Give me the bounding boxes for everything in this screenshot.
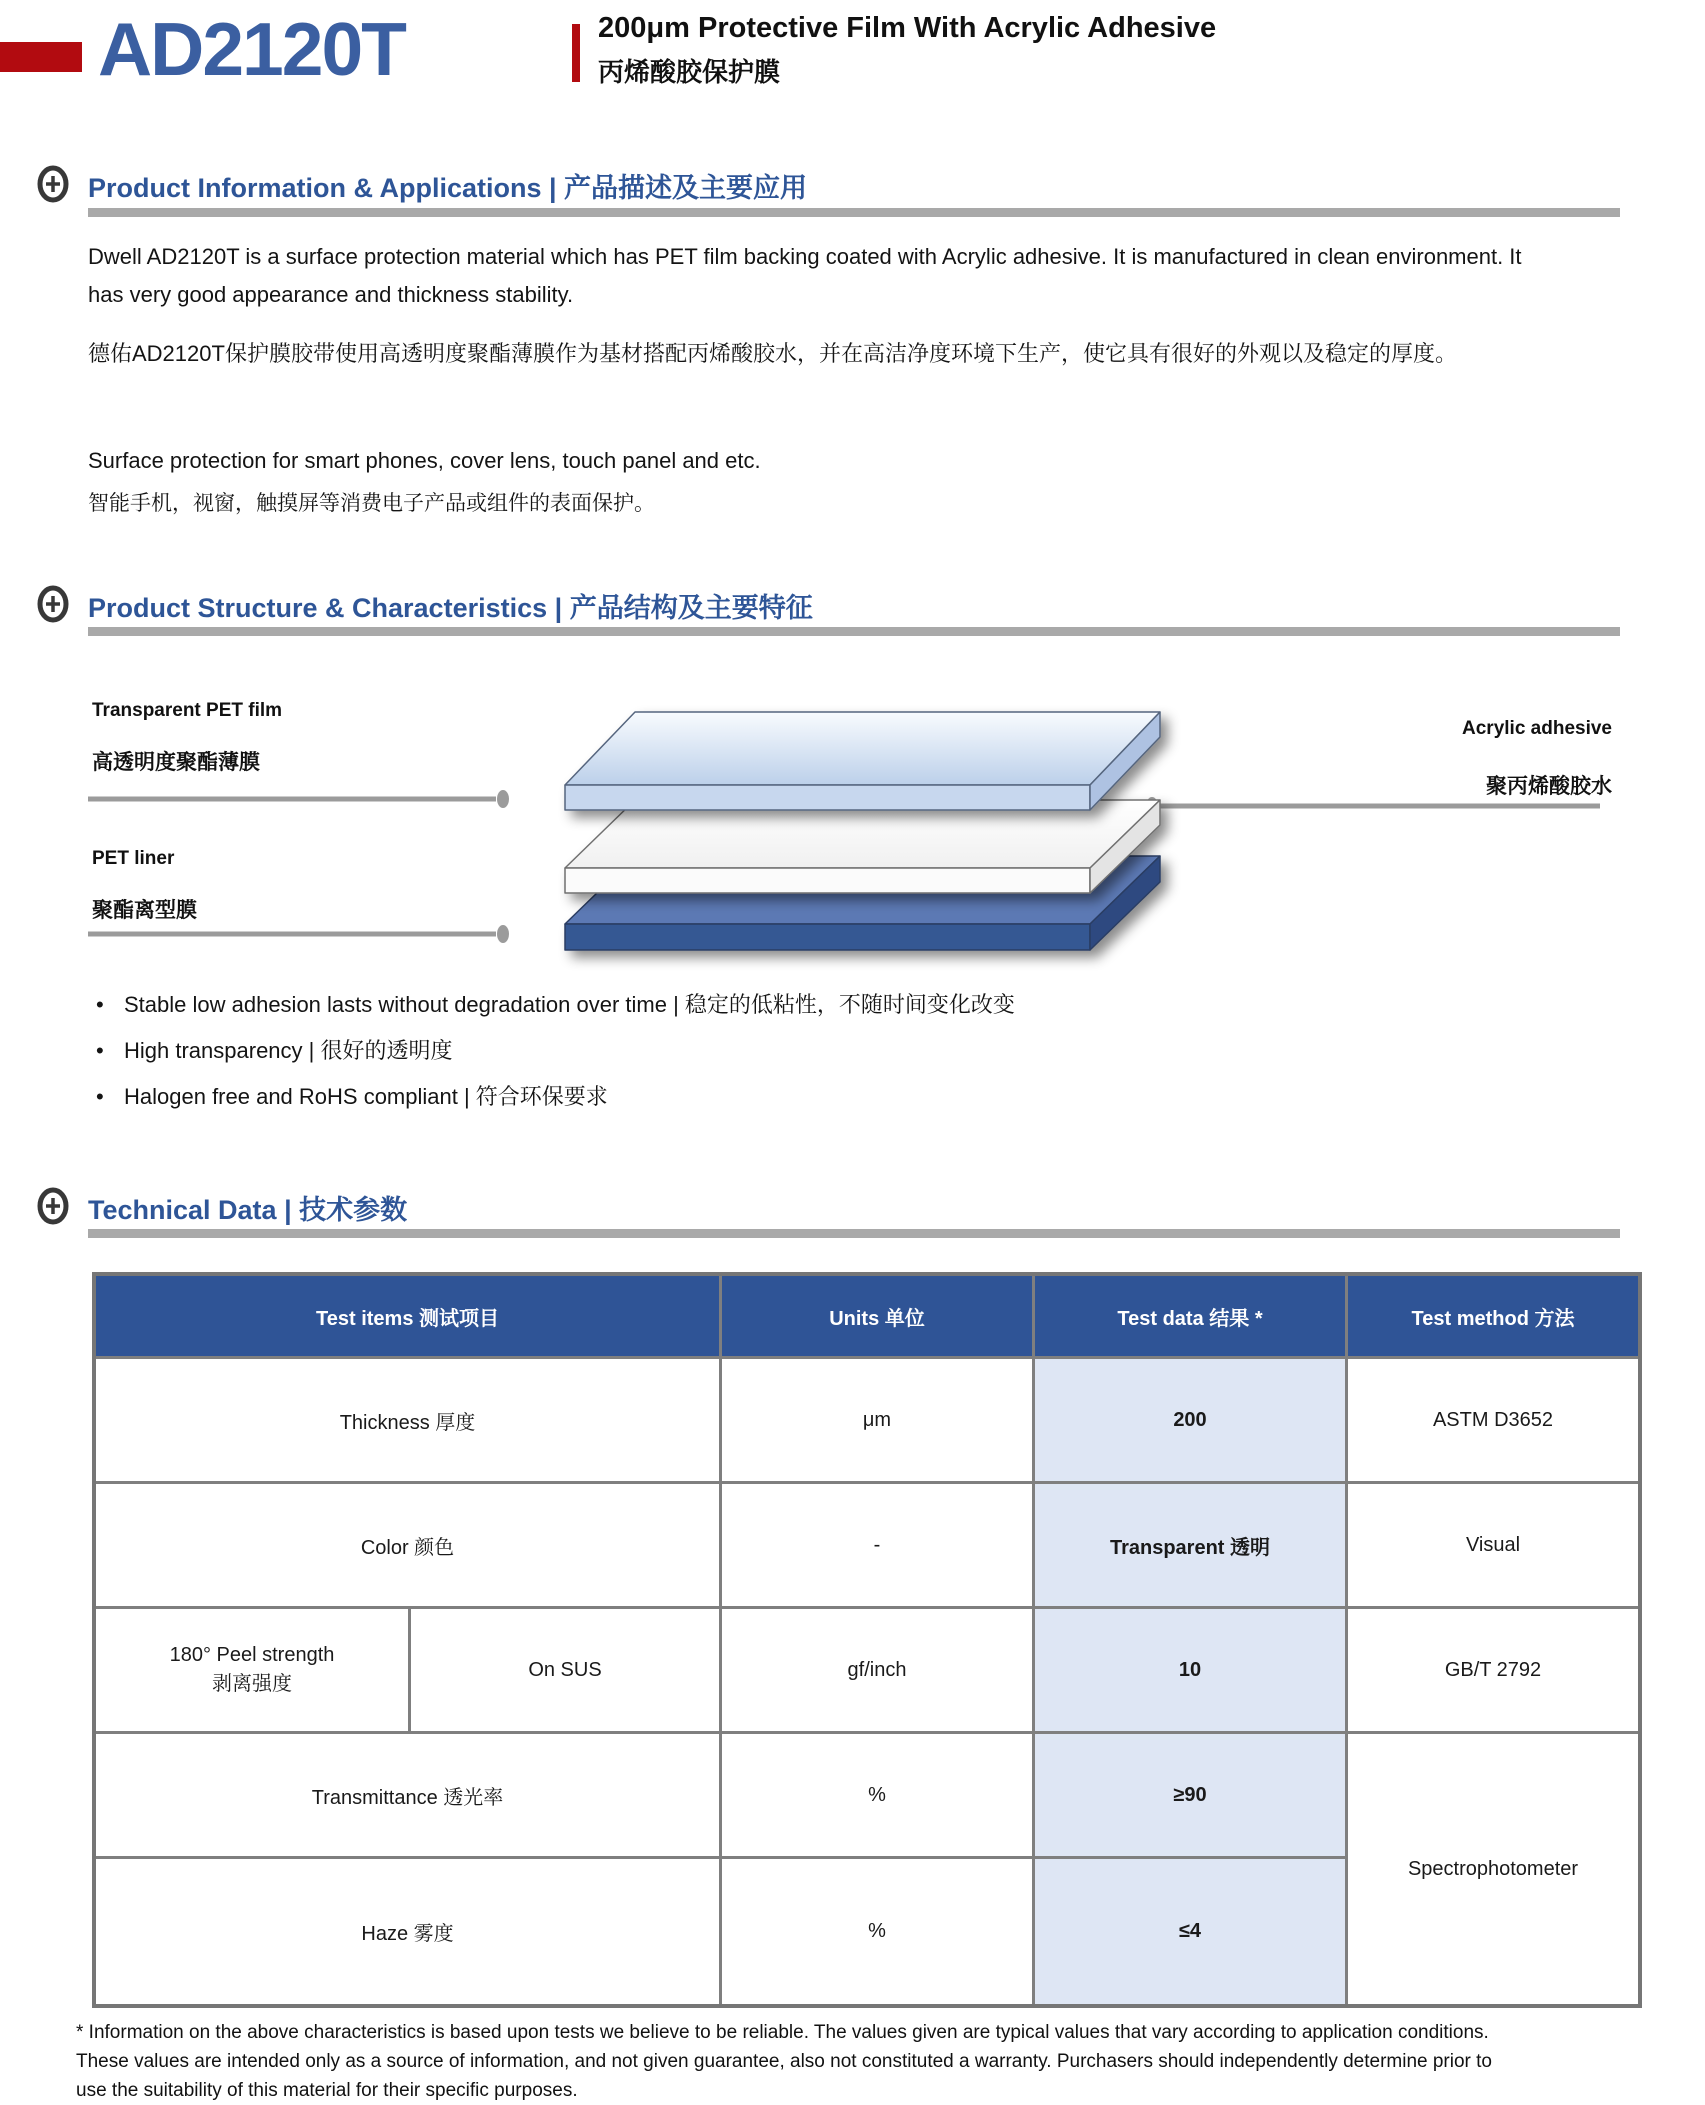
cell-item-peel-strength (96, 1609, 408, 1731)
cell-item-haze: Haze 雾度 (96, 1859, 719, 2004)
cell-method-thickness: ASTM D3652 (1348, 1359, 1638, 1481)
cell-data-transmittance: ≥90 (1035, 1734, 1345, 1856)
label-adhesive-en: Acrylic adhesive (1462, 718, 1612, 739)
technical-data-table (92, 1272, 1642, 2008)
circle-plus-icon (36, 1186, 70, 1226)
info-paragraph-en: Dwell AD2120T is a surface protection material which has PET film backing coated with Acrylic adhesive. It is manufactured in clean environment. It has very good appearance and thickness stability. (88, 244, 1522, 307)
product-title-zh: 丙烯酸胶保护膜 (598, 57, 781, 87)
info-paragraph-zh: 德佑AD2120T保护膜胶带使用高透明度聚酯薄膜作为基材搭配丙烯酸胶水，并在高洁净度环境下生产，使它具有很好的外观以及稳定的厚度。 (88, 341, 1457, 366)
list-item: • High transparency | 很好的透明度 (92, 1036, 1592, 1066)
product-code: AD2120T (98, 7, 405, 91)
section-heading-info: Product Information & Applications | 产品描述及主要应用 (88, 173, 808, 203)
peel-strength-label-zh: 剥离强度 (212, 1673, 292, 1695)
label-adhesive-zh: 聚丙烯酸胶水 (1486, 775, 1612, 798)
cell-item-color: Color 颜色 (96, 1484, 719, 1606)
column-header-test-data: Test data 结果 * (1035, 1276, 1345, 1356)
red-accent-bar (0, 42, 82, 72)
cell-item-transmittance: Transmittance 透光率 (96, 1734, 719, 1856)
red-divider (572, 24, 580, 82)
applications-paragraph-en: Surface protection for smart phones, cover lens, touch panel and etc. (88, 448, 761, 473)
section-rule (88, 1229, 1620, 1238)
cell-substrate-on-sus: On SUS (411, 1609, 719, 1731)
cell-data-thickness: 200 (1035, 1359, 1345, 1481)
characteristics-list (92, 990, 1592, 1128)
label-liner-zh: 聚酯离型膜 (92, 899, 197, 922)
section-heading-structure: Product Structure & Characteristics | 产品结构及主要特征 (88, 593, 813, 623)
cell-data-peel-strength: 10 (1035, 1609, 1345, 1731)
list-item: • Halogen free and RoHS compliant | 符合环保要求 (92, 1082, 1592, 1112)
cell-method-spectrophotometer: Spectrophotometer (1348, 1734, 1638, 2004)
cell-method-peel-strength: GB/T 2792 (1348, 1609, 1638, 1731)
cell-method-color: Visual (1348, 1484, 1638, 1606)
applications-paragraph-zh: 智能手机，视窗，触摸屏等消费电子产品或组件的表面保护。 (88, 492, 655, 515)
pointer-line-pet-film (88, 790, 509, 808)
cell-units-transmittance: % (722, 1734, 1032, 1856)
cell-units-thickness: μm (722, 1359, 1032, 1481)
section-heading-technical: Technical Data | 技术参数 (88, 1195, 408, 1225)
circle-plus-icon (36, 584, 70, 624)
section-rule (88, 208, 1620, 217)
column-header-test-method: Test method 方法 (1348, 1276, 1638, 1356)
cell-units-haze: % (722, 1859, 1032, 2004)
cell-data-color: Transparent 透明 (1035, 1484, 1345, 1606)
pet-film-layer (565, 712, 1160, 810)
label-pet-film-en: Transparent PET film (92, 700, 283, 721)
circle-plus-icon (36, 164, 70, 204)
label-pet-film-zh: 高透明度聚酯薄膜 (92, 751, 260, 774)
label-liner-en: PET liner (92, 848, 175, 869)
cell-units-peel-strength: gf/inch (722, 1609, 1032, 1731)
cell-units-color: - (722, 1484, 1032, 1606)
product-title-en: 200μm Protective Film With Acrylic Adhesive (598, 12, 1217, 44)
column-header-test-items: Test items 测试项目 (96, 1276, 719, 1356)
section-rule (88, 627, 1620, 636)
list-item: • Stable low adhesion lasts without degradation over time | 稳定的低粘性，不随时间变化改变 (92, 990, 1592, 1020)
column-header-units: Units 单位 (722, 1276, 1032, 1356)
adhesive-layer (565, 800, 1160, 893)
cell-data-haze: ≤4 (1035, 1859, 1345, 2004)
peel-strength-label-en: 180° Peel strength (169, 1644, 335, 1666)
cell-item-thickness: Thickness 厚度 (96, 1359, 719, 1481)
pointer-line-liner (88, 925, 509, 943)
table-footnote: * Information on the above characteristics is based upon tests we believe to be reliable. The values given are typical values that vary according to application conditions. These values are intended only as a source of information, and not given guarantee, also not constituted a warranty. Purchasers should independently determine prior to use the suitability of this material for their specific purposes. (76, 2022, 1493, 2101)
